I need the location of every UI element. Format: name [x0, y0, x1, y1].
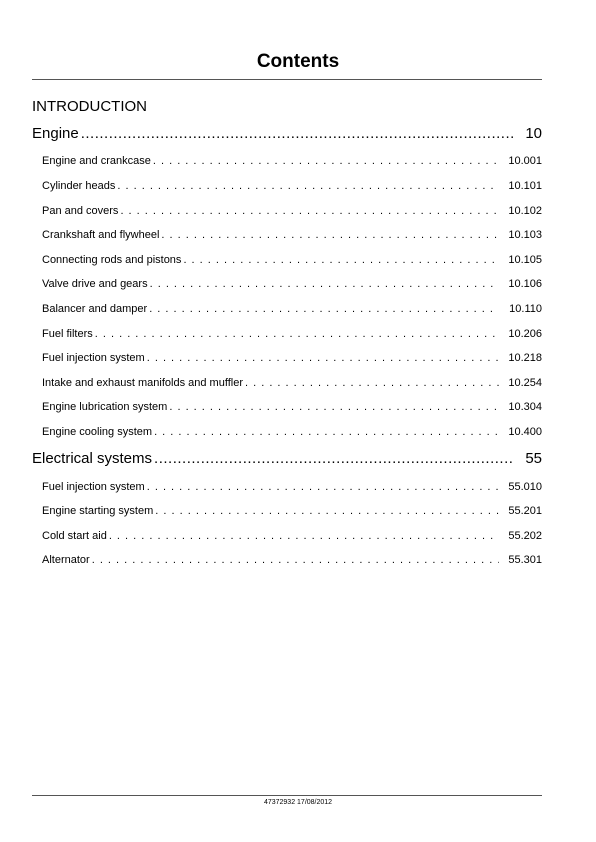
toc-entry[interactable]: [32, 376, 542, 390]
toc-entry[interactable]: [32, 228, 542, 242]
header-divider: [32, 79, 542, 80]
toc-entry[interactable]: [32, 277, 542, 291]
dot-leader: [169, 400, 499, 414]
toc-section-engine[interactable]: [32, 124, 542, 144]
toc-entry-page: 10.103: [508, 229, 542, 241]
toc-entry-page: 10.110: [509, 303, 542, 315]
dot-leader: [245, 376, 499, 390]
toc-entry-page: 10.001: [508, 155, 542, 167]
toc-entry-label: Intake and exhaust manifolds and muffler: [42, 377, 243, 389]
toc-entry[interactable]: [32, 425, 542, 439]
toc-entry[interactable]: [32, 253, 542, 267]
toc-entry-label: Valve drive and gears: [42, 278, 148, 290]
toc-entry-page: 10.101: [508, 180, 542, 192]
toc-entry[interactable]: [32, 179, 542, 193]
toc-entry-page: 10.254: [508, 377, 542, 389]
dot-leader: [154, 425, 499, 439]
toc-entry-label: Engine lubrication system: [42, 401, 168, 413]
toc-section-label: Electrical systems: [32, 450, 153, 467]
toc-entry-label: Alternator: [42, 554, 90, 566]
dot-leader: [92, 553, 499, 567]
toc-entry-label: Pan and covers: [42, 205, 119, 217]
toc-entry-page: 10.106: [508, 278, 542, 290]
dot-leader: [81, 124, 513, 144]
toc-introduction[interactable]: INTRODUCTION: [32, 98, 147, 115]
toc-entry-label: Fuel filters: [42, 328, 93, 340]
toc-entry-page: 10.105: [508, 254, 542, 266]
dot-leader: [153, 154, 499, 168]
toc-entry[interactable]: [32, 351, 542, 365]
toc-section-electrical-systems[interactable]: [32, 449, 542, 469]
dot-leader: [147, 351, 499, 365]
toc-entry[interactable]: [32, 327, 542, 341]
toc-section-label: Engine: [32, 125, 79, 142]
toc-entry-label: Cold start aid: [42, 530, 107, 542]
toc-section-page: 55: [525, 450, 542, 467]
dot-leader: [150, 277, 499, 291]
dot-leader: [155, 504, 499, 518]
footer-doc-reference: 47372932 17/08/2012: [263, 799, 333, 806]
toc-entry-label: Cylinder heads: [42, 180, 116, 192]
toc-entry-page: 55.301: [508, 554, 542, 566]
toc-entry-page: 10.102: [508, 205, 542, 217]
toc-entry-label: Engine starting system: [42, 505, 154, 517]
toc-entry-label: Fuel injection system: [42, 352, 145, 364]
toc-entry-page: 55.202: [508, 530, 542, 542]
dot-leader: [149, 302, 499, 316]
toc-entry[interactable]: [32, 302, 542, 316]
dot-leader: [154, 449, 513, 469]
toc-entry[interactable]: [32, 480, 542, 494]
page-title: Contents: [256, 51, 340, 72]
toc-entry-page: 55.201: [508, 505, 542, 517]
dot-leader: [95, 327, 499, 341]
toc-entry-page: 10.304: [508, 401, 542, 413]
toc-entry-page: 55.010: [508, 481, 542, 493]
toc-entry-label: Balancer and damper: [42, 303, 148, 315]
toc-entry[interactable]: [32, 529, 542, 543]
footer-divider: [32, 795, 542, 796]
toc-entry-page: 10.400: [508, 426, 542, 438]
toc-entry-label: Engine and crankcase: [42, 155, 151, 167]
dot-leader: [147, 480, 499, 494]
toc-entry-page: 10.206: [508, 328, 542, 340]
dot-leader: [183, 253, 499, 267]
toc-entry[interactable]: [32, 154, 542, 168]
toc-entry[interactable]: [32, 504, 542, 518]
toc-entry[interactable]: [32, 204, 542, 218]
toc-entry-label: Fuel injection system: [42, 481, 145, 493]
toc-entry[interactable]: [32, 553, 542, 567]
toc-entry-label: Crankshaft and flywheel: [42, 229, 160, 241]
toc-entry-label: Connecting rods and pistons: [42, 254, 182, 266]
dot-leader: [120, 204, 499, 218]
toc-entry-page: 10.218: [508, 352, 542, 364]
dot-leader: [109, 529, 499, 543]
dot-leader: [117, 179, 499, 193]
dot-leader: [161, 228, 499, 242]
toc-entry-label: Engine cooling system: [42, 426, 153, 438]
toc-entry[interactable]: [32, 400, 542, 414]
toc-section-page: 10: [525, 125, 542, 142]
